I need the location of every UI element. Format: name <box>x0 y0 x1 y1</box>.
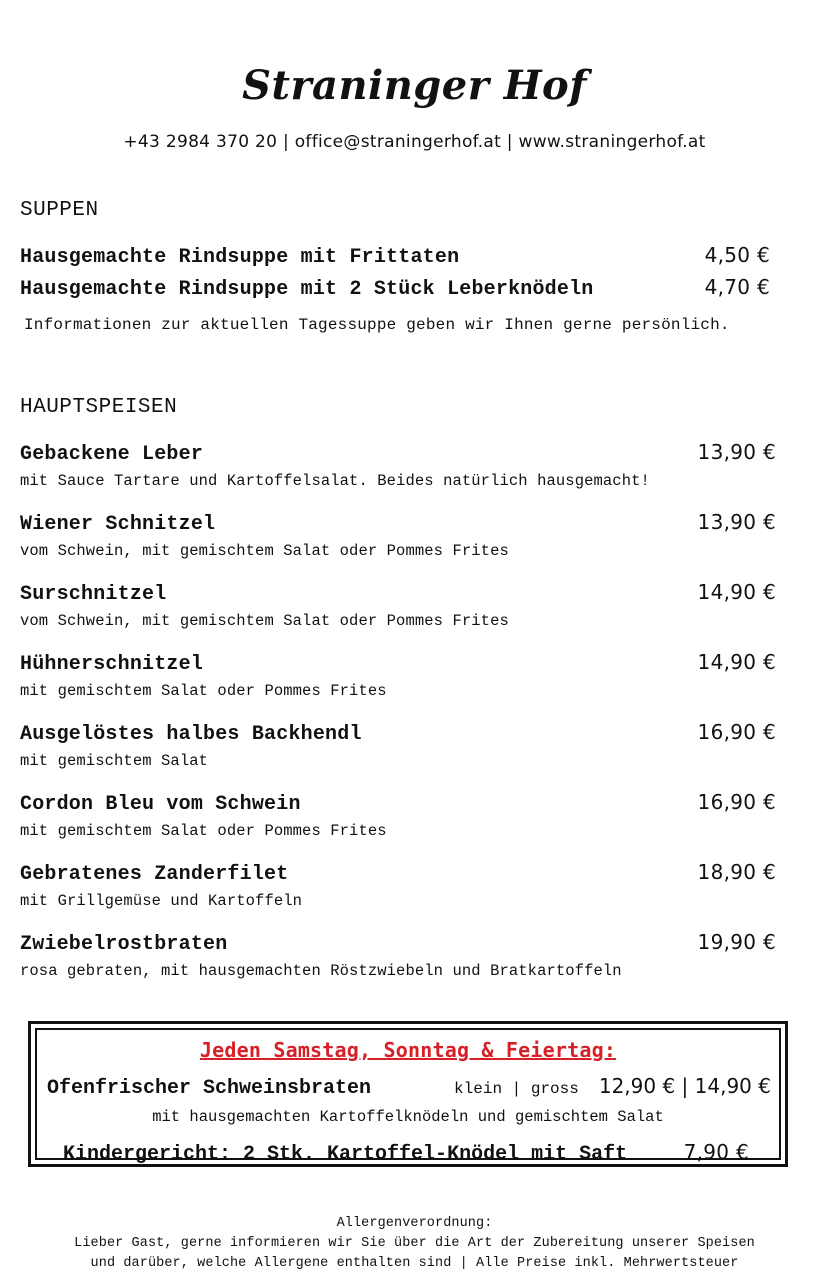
item-price: 4,70 € <box>704 275 770 299</box>
item-description: mit gemischtem Salat <box>20 752 209 770</box>
item-name: Wiener Schnitzel <box>20 513 216 536</box>
item-name: Cordon Bleu vom Schwein <box>20 793 301 816</box>
item-name: Ausgelöstes halbes Backhendl <box>20 723 362 746</box>
footer-text-line: und darüber, welche Allergene enthalten sind | Alle Preise inkl. Mehrwertsteuer <box>90 1256 739 1271</box>
footer-text-line: Lieber Gast, gerne informieren wir Sie über die Art der Zubereitung unserer Speisen <box>74 1236 755 1251</box>
menu-item-main <box>20 650 776 700</box>
weekend-special-inner-frame <box>35 1028 781 1166</box>
item-description: rosa gebraten, mit hausgemachten Röstzwiebeln und Bratkartoffeln <box>20 962 622 980</box>
kids-dish-price: 7,90 € <box>683 1140 749 1164</box>
special-prices: 12,90 € | 14,90 € <box>598 1074 771 1098</box>
item-name: Gebratenes Zanderfilet <box>20 863 289 886</box>
item-description: vom Schwein, mit gemischtem Salat oder Pommes Frites <box>20 542 509 560</box>
menu-item-main <box>20 580 776 630</box>
restaurant-title: Straninger Hof <box>242 62 587 109</box>
item-price: 16,90 € <box>697 720 776 744</box>
special-dish-name: Ofenfrischer Schweinsbraten <box>47 1077 372 1100</box>
special-description: mit hausgemachten Kartoffelknödeln und gemischtem Salat <box>152 1108 664 1126</box>
item-price: 13,90 € <box>697 440 776 464</box>
item-name: Hausgemachte Rindsuppe mit Frittaten <box>20 246 460 269</box>
menu-item-main <box>20 930 776 980</box>
item-description: vom Schwein, mit gemischtem Salat oder Pommes Frites <box>20 612 509 630</box>
menu-item-soup <box>20 275 770 303</box>
item-name: Hühnerschnitzel <box>20 653 204 676</box>
weekend-special-box <box>28 1021 788 1167</box>
item-price: 16,90 € <box>697 790 776 814</box>
menu-item-main <box>20 510 776 560</box>
item-name: Hausgemachte Rindsuppe mit 2 Stück Leberknödeln <box>20 278 594 301</box>
item-price: 19,90 € <box>697 930 776 954</box>
footer-heading: Allergenverordnung: <box>336 1216 493 1231</box>
special-portion-sizes: klein | gross <box>454 1080 579 1098</box>
item-price: 14,90 € <box>697 580 776 604</box>
menu-item-soup <box>20 243 770 271</box>
item-description: mit gemischtem Salat oder Pommes Frites <box>20 822 387 840</box>
menu-item-main <box>20 720 776 770</box>
contact-line: +43 2984 370 20 | office@straningerhof.at | www.straningerhof.at <box>123 132 706 152</box>
kids-dish-name: Kindergericht: 2 Stk. Kartoffel-Knödel mit Saft <box>63 1143 628 1166</box>
section-heading-mains: HAUPTSPEISEN <box>20 396 178 419</box>
item-price: 4,50 € <box>704 243 770 267</box>
soup-info-note: Informationen zur aktuellen Tagessuppe geben wir Ihnen gerne persönlich. <box>24 316 730 334</box>
section-heading-soups: SUPPEN <box>20 199 99 222</box>
item-name: Zwiebelrostbraten <box>20 933 228 956</box>
item-price: 13,90 € <box>697 510 776 534</box>
item-description: mit Grillgemüse und Kartoffeln <box>20 892 303 910</box>
allergen-footer <box>0 1214 829 1274</box>
item-description: mit gemischtem Salat oder Pommes Frites <box>20 682 387 700</box>
item-name: Surschnitzel <box>20 583 167 606</box>
special-headline: Jeden Samstag, Sonntag & Feiertag: <box>199 1038 617 1062</box>
item-price: 14,90 € <box>697 650 776 674</box>
special-dish-row <box>47 1074 771 1100</box>
menu-item-main <box>20 860 776 910</box>
menu-item-main <box>20 790 776 840</box>
item-name: Gebackene Leber <box>20 443 204 466</box>
kids-dish-row <box>63 1140 749 1166</box>
item-description: mit Sauce Tartare und Kartoffelsalat. Beides natürlich hausgemacht! <box>20 472 650 490</box>
item-price: 18,90 € <box>697 860 776 884</box>
menu-item-main <box>20 440 776 490</box>
